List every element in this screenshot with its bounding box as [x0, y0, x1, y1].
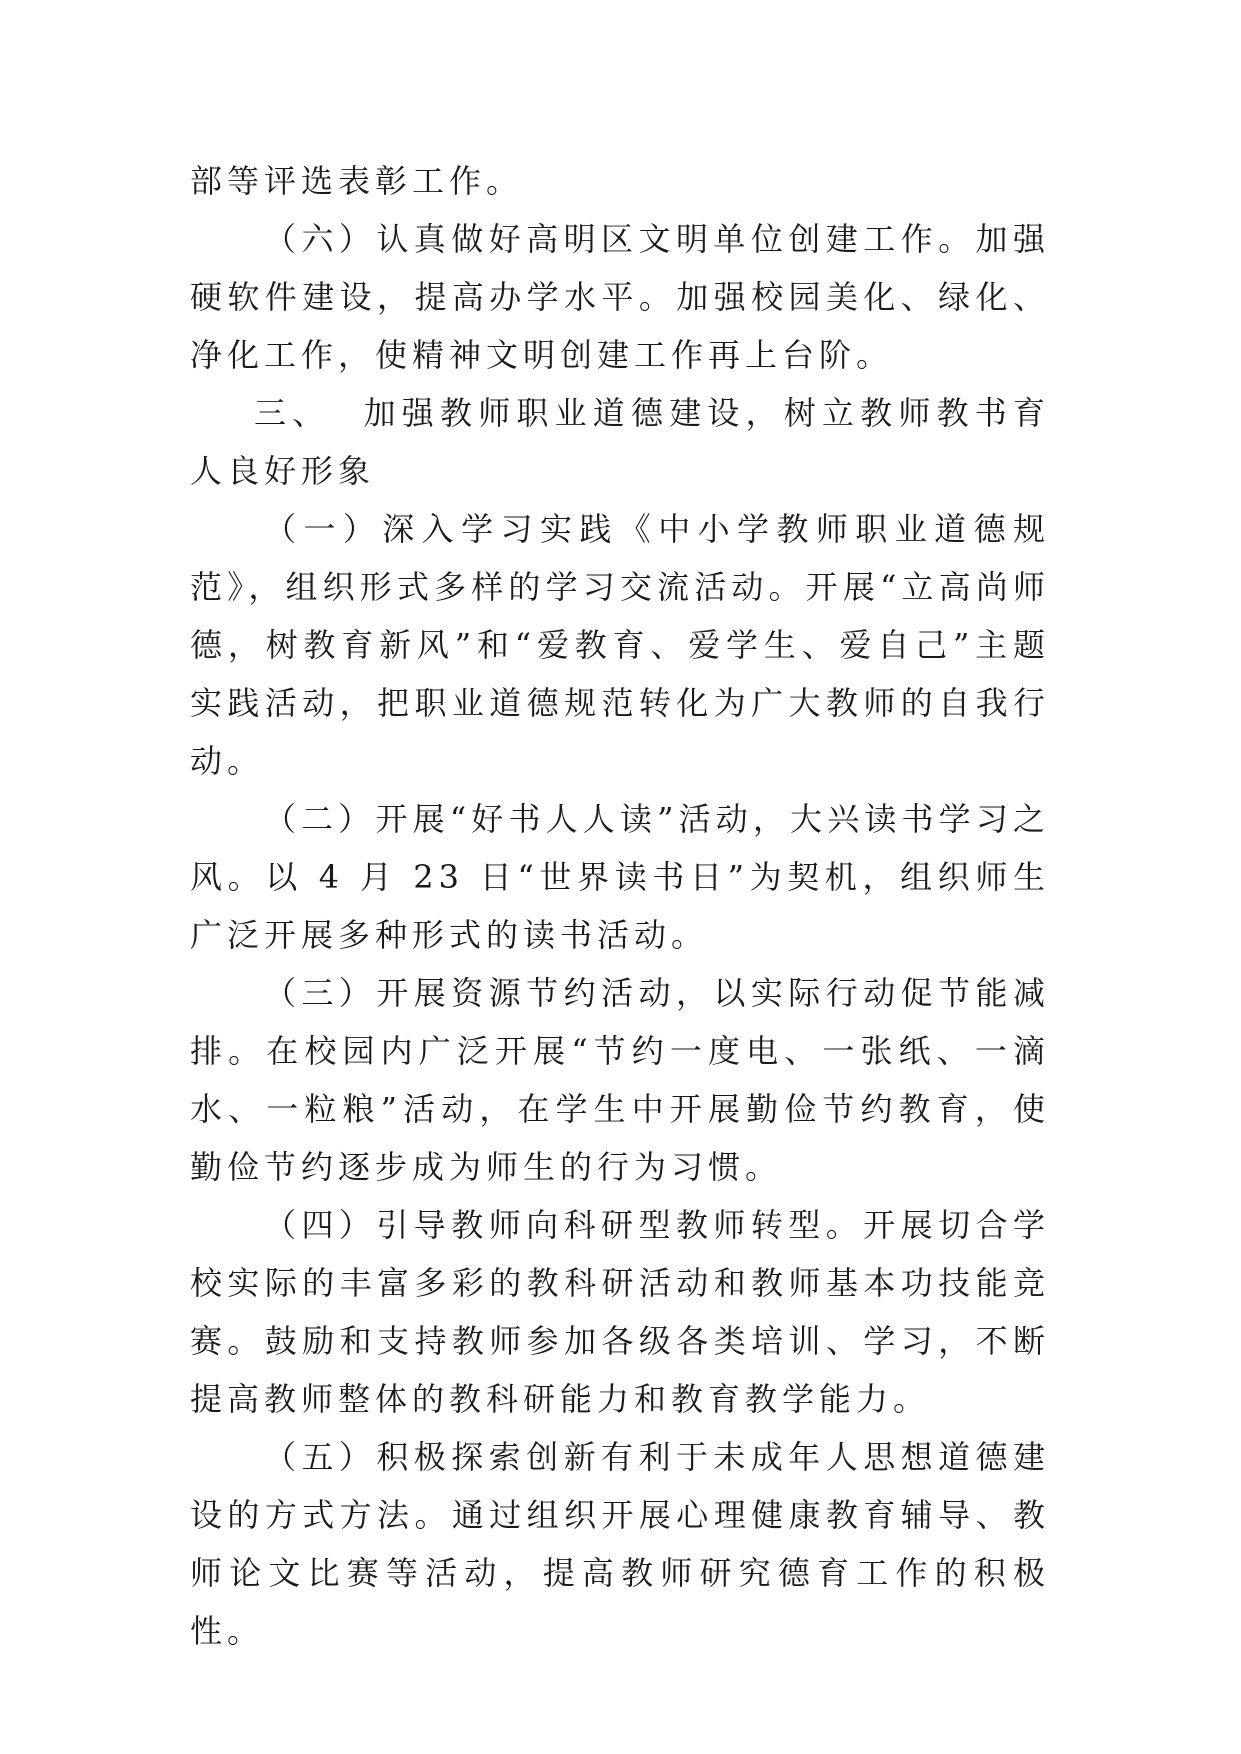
paragraph-item-2: （二）开展“好书人人读”活动，大兴读书学习之风。以 4 月 23 日“世界读书日”为契机，组织师生广泛开展多种形式的读书活动。	[190, 800, 1050, 954]
section-heading-3	[190, 384, 1050, 500]
paragraph-item-3: （三）开展资源节约活动，以实际行动促节能减排。在校园内广泛开展“节约一度电、一张纸、一滴水、一粒粮”活动，在学生中开展勤俭节约教育，使勤俭节约逐步成为师生的行为习惯。	[190, 974, 1050, 1186]
paragraph-item-5: （五）积极探索创新有利于未成年人思想道德建设的方式方法。通过组织开展心理健康教育辅导、教师论文比赛等活动，提高教师研究德育工作的积极性。	[190, 1438, 1050, 1650]
document-body	[190, 152, 1050, 1660]
paragraph-item-4: （四）引导教师向科研型教师转型。开展切合学校实际的丰富多彩的教科研活动和教师基本功技能竞赛。鼓励和支持教师参加各级各类培训、学习，不断提高教师整体的教科研能力和教育教学能力。	[190, 1206, 1050, 1418]
paragraph-item-1: （一）深入学习实践《中小学教师职业道德规范》，组织形式多样的学习交流活动。开展“立高尚师德，树教育新风”和“爱教育、爱学生、爱自己”主题实践活动，把职业道德规范转化为广大教师的自我行动。	[190, 510, 1050, 780]
paragraph-item-6: （六）认真做好高明区文明单位创建工作。加强硬软件建设，提高办学水平。加强校园美化、绿化、净化工作，使精神文明创建工作再上台阶。	[190, 220, 1050, 374]
section-heading-number: 三、	[254, 394, 331, 432]
section-heading-text: 加强教师职业道德建设，树立教师教书育人良好形象	[190, 394, 1050, 490]
paragraph-continuation: 部等评选表彰工作。	[190, 162, 524, 200]
